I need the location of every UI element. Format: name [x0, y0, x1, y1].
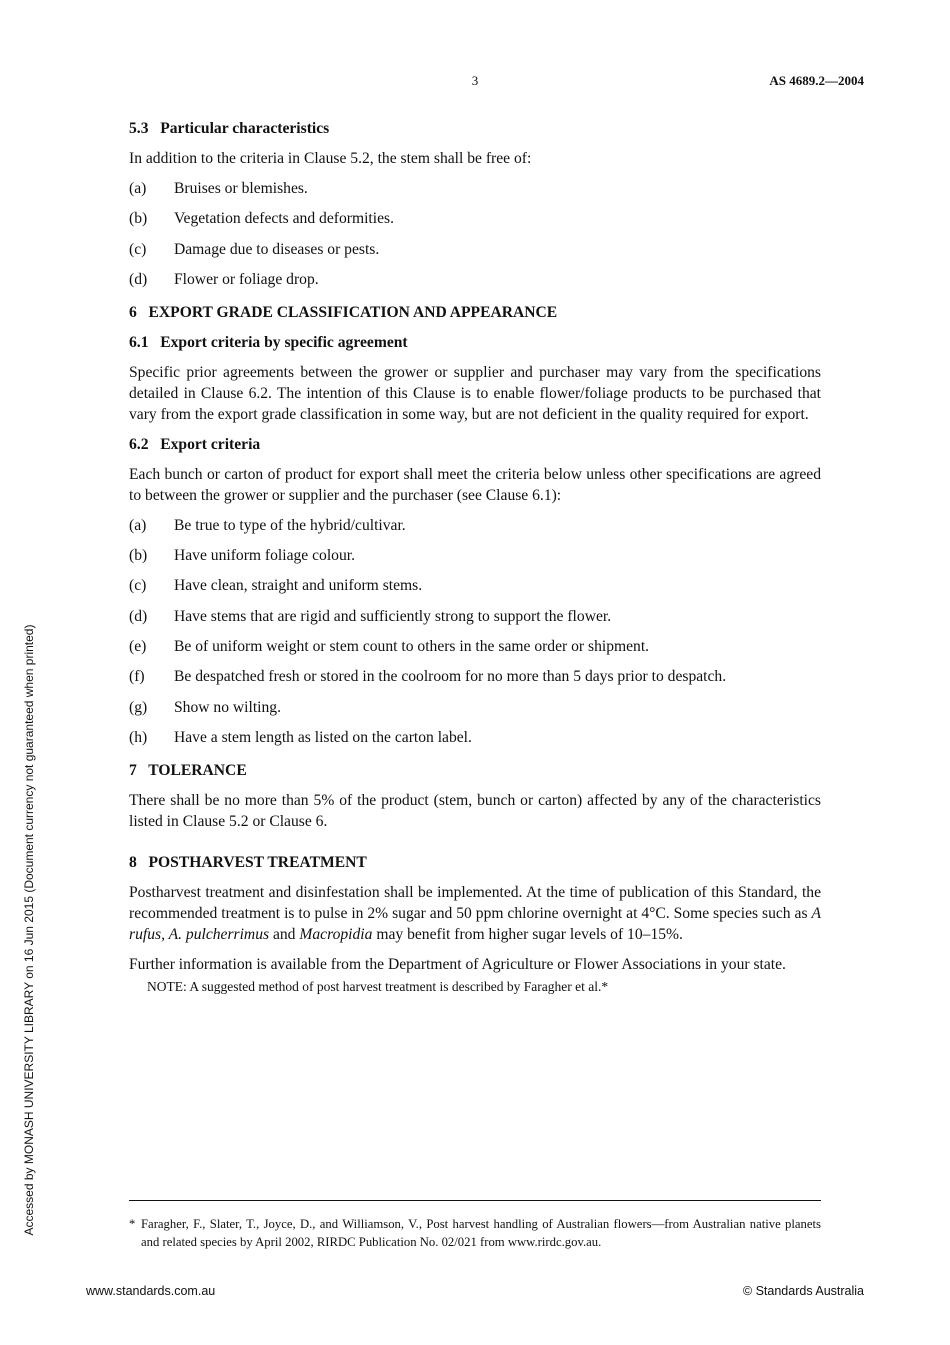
- list-item: (c) Have clean, straight and uniform stems.: [129, 577, 423, 595]
- list-item: (b) Have uniform foliage colour.: [129, 547, 356, 565]
- heading-6: [129, 302, 821, 323]
- heading-title: Export criteria: [160, 435, 261, 453]
- heading-title: POSTHARVEST TREATMENT: [148, 853, 367, 871]
- footnote-text: Faragher, F., Slater, T., Joyce, D., and Williamson, V., Post harvest handling of Australian flowers—from Australian native planets and related species by April 2002, RIRDC Publication No. 02/021 from www.rirdc.gov.au.: [141, 1217, 821, 1249]
- heading-title: Export criteria by specific agreement: [160, 333, 408, 351]
- list-item: (a) Bruises or blemishes.: [129, 180, 308, 197]
- paragraph: In addition to the criteria in Clause 5.2, the stem shall be free of:: [129, 150, 532, 167]
- list-6-2: [129, 515, 821, 748]
- heading-number: 5.3: [129, 120, 149, 137]
- list-item: (g) Show no wilting.: [129, 698, 282, 716]
- heading-7: [129, 760, 821, 781]
- heading-6-1: [129, 332, 821, 353]
- heading-title: EXPORT GRADE CLASSIFICATION AND APPEARANCE: [148, 303, 558, 321]
- heading-number: 6: [129, 303, 137, 321]
- list-item: (c) Damage due to diseases or pests.: [129, 240, 380, 258]
- heading-number: 7: [129, 761, 137, 779]
- list-item: (d) Flower or foliage drop.: [129, 270, 319, 288]
- list-5-3: [129, 178, 821, 290]
- footnote: [129, 1215, 821, 1251]
- paragraph: Postharvest treatment and disinfestation shall be implemented. At the time of publication of this Standard, the recommended treatment is to pulse in 2% sugar and 50 ppm chlorine overnight at 4°C. Some species such as A rufus, A. pulcherrimus and Macropidia may benefit from higher sugar levels of 10–15%.: [129, 883, 821, 943]
- standard-number: AS 4689.2—2004: [769, 73, 864, 88]
- heading-number: 6.1: [129, 333, 149, 351]
- heading-5-3: [129, 118, 821, 139]
- paragraph: Further information is available from the Department of Agriculture or Flower Associations in your state.: [129, 955, 786, 973]
- document-body: [129, 118, 821, 996]
- heading-number: 6.2: [129, 435, 149, 453]
- list-item: (d) Have stems that are rigid and sufficiently strong to support the flower.: [129, 607, 612, 625]
- page-number: 3: [471, 73, 479, 88]
- access-watermark: Accessed by MONASH UNIVERSITY LIBRARY on 16 Jun 2015 (Document currency not guaranteed when printed): [22, 624, 36, 1236]
- footnote-marker: *: [129, 1217, 136, 1231]
- heading-title: TOLERANCE: [148, 761, 247, 779]
- list-item: (h) Have a stem length as listed on the carton label.: [129, 728, 472, 746]
- paragraph: Each bunch or carton of product for export shall meet the criteria below unless other specifications are agreed to between the grower or supplier and the purchaser (see Clause 6.1):: [129, 465, 821, 504]
- heading-title: Particular characteristics: [160, 120, 330, 137]
- paragraph: There shall be no more than 5% of the product (stem, bunch or carton) affected by any of the characteristics listed in Clause 5.2 or Clause 6.: [129, 791, 821, 830]
- footnote-divider: [129, 1200, 821, 1201]
- list-item: (f) Be despatched fresh or stored in the coolroom for no more than 5 days prior to despatch.: [129, 668, 727, 686]
- heading-8: [129, 852, 821, 873]
- footer-copyright: © Standards Australia: [742, 1284, 864, 1298]
- paragraph: Specific prior agreements between the grower or supplier and purchaser may vary from the specifications detailed in Clause 6.2. The intention of this Clause is to enable flower/foliage products to be purchased that vary from the export grade classification in some way, but are not deficient in the quality required for export.: [129, 363, 821, 423]
- note: NOTE: A suggested method of post harvest treatment is described by Faragher et al.*: [147, 978, 609, 994]
- list-item: (a) Be true to type of the hybrid/cultivar.: [129, 516, 406, 534]
- heading-number: 8: [129, 853, 137, 871]
- list-item: (b) Vegetation defects and deformities.: [129, 210, 394, 228]
- heading-6-2: [129, 434, 821, 455]
- footer-url: www.standards.com.au: [86, 1284, 216, 1298]
- list-item: (e) Be of uniform weight or stem count to others in the same order or shipment.: [129, 638, 650, 656]
